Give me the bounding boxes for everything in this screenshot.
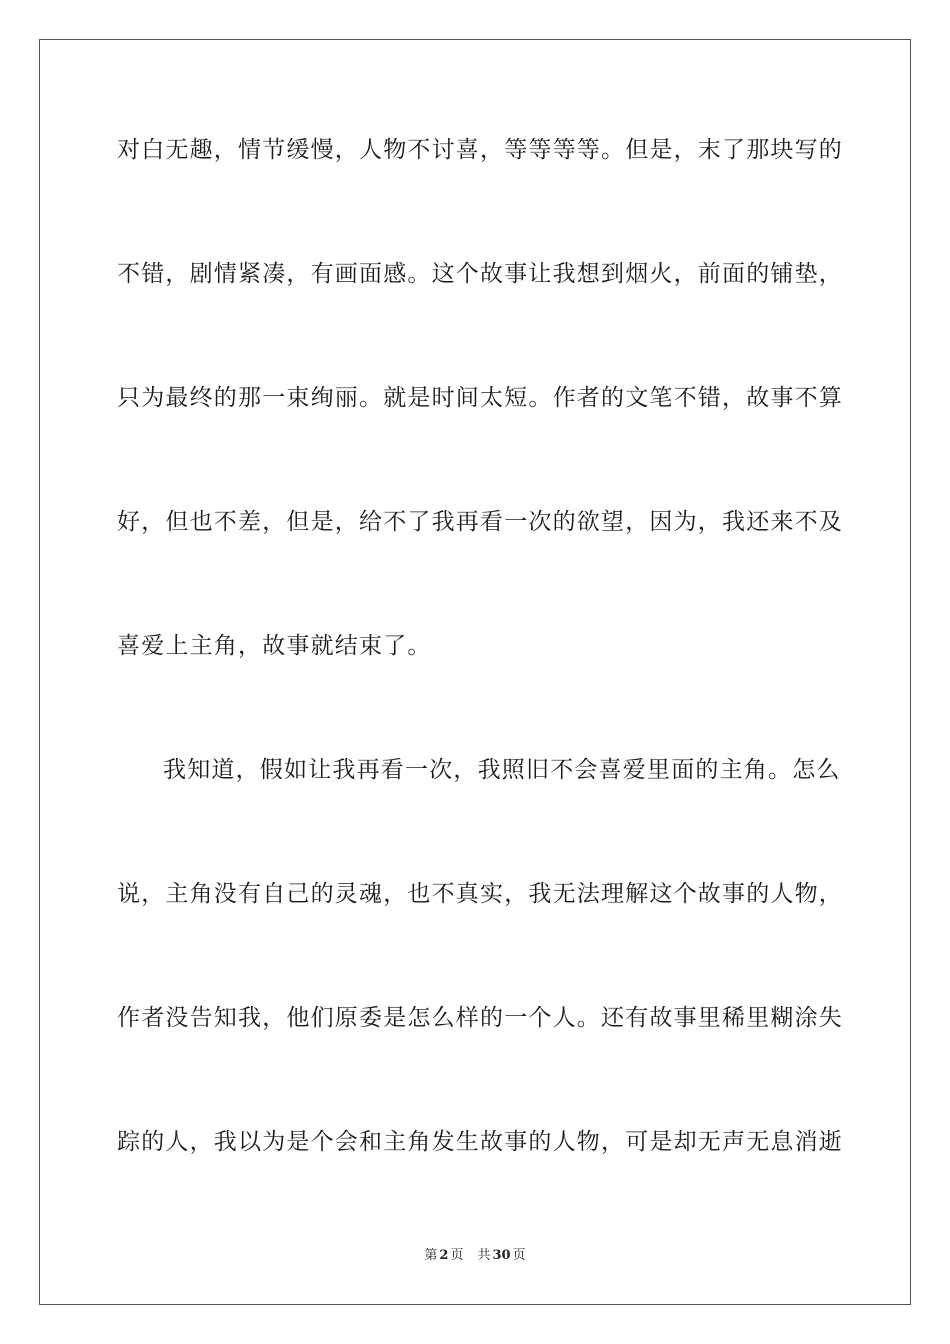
text-line: 只为最终的那一束绚丽。就是时间太短。作者的文笔不错，故事不算 xyxy=(117,385,843,411)
page-footer xyxy=(0,1246,950,1266)
total-pages: 30 xyxy=(492,1248,511,1263)
page-number: 2 xyxy=(439,1248,449,1263)
page-prefix: 第 xyxy=(424,1248,438,1263)
text-line: 好，但也不差，但是，给不了我再看一次的欲望，因为，我还来不及 xyxy=(117,509,843,535)
total-suffix: 页 xyxy=(512,1248,526,1263)
text-line: 说，主角没有自己的灵魂，也不真实，我无法理解这个故事的人物， xyxy=(117,881,843,907)
text-line: 对白无趣，情节缓慢，人物不讨喜，等等等等。但是，末了那块写的 xyxy=(117,137,843,163)
page-frame xyxy=(39,39,911,1305)
text-line: 踪的人，我以为是个会和主角发生故事的人物，可是却无声无息消逝 xyxy=(117,1129,843,1155)
text-line: 我知道，假如让我再看一次，我照旧不会喜爱里面的主角。怎么 xyxy=(163,757,841,783)
page-suffix: 页 xyxy=(450,1248,464,1263)
text-line: 不错，剧情紧凑，有画面感。这个故事让我想到烟火，前面的铺垫， xyxy=(117,261,843,287)
text-line: 喜爱上主角，故事就结束了。 xyxy=(117,633,432,659)
total-prefix: 共 xyxy=(477,1248,491,1263)
text-line: 作者没告知我，他们原委是怎么样的一个人。还有故事里稀里糊涂失 xyxy=(117,1005,843,1031)
